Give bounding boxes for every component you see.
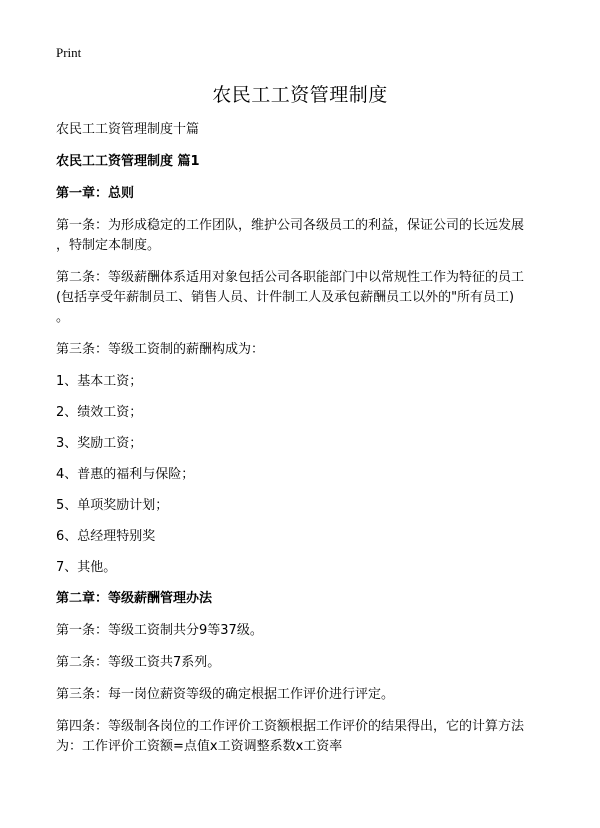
- chapter2-article3: 第三条：每一岗位薪资等级的确定根据工作评价进行评定。: [56, 687, 395, 702]
- list-item: 5、单项奖励计划；: [56, 498, 169, 513]
- list-item: 3、奖励工资；: [56, 436, 143, 451]
- chapter1-article3: 第三条：等级工资制的薪酬构成为：: [56, 342, 265, 357]
- chapter2-heading: 第二章：等级薪酬管理办法: [56, 591, 213, 606]
- list-item: 7、其他。: [56, 560, 117, 575]
- list-item: 1、基本工资；: [56, 374, 143, 389]
- list-item: 6、总经理特别奖: [56, 529, 156, 544]
- document-title: 农民工工资管理制度: [212, 84, 388, 106]
- section-title: 农民工工资管理制度 篇1: [56, 154, 200, 169]
- list-item: 4、普惠的福利与保险；: [56, 467, 195, 482]
- document-body: [56, 120, 556, 769]
- chapter2-article4: 第四条：等级制各岗位的工作评价工资额根据工作评价的结果得出，它的计算方法 为：工作评价工资额=点值x工资调整系数x工资率: [56, 719, 525, 754]
- print-label: Print: [56, 45, 82, 60]
- document-subtitle: 农民工工资管理制度十篇: [56, 122, 200, 137]
- chapter1-article1: 第一条：为形成稳定的工作团队，维护公司各级员工的利益，保证公司的长远发展 ，特制定本制度。: [56, 218, 525, 253]
- chapter2-article2: 第二条：等级工资共7系列。: [56, 655, 221, 670]
- chapter1-heading: 第一章：总则: [56, 186, 135, 201]
- list-item: 2、绩效工资；: [56, 405, 143, 420]
- chapter1-article2: 第二条：等级薪酬体系适用对象包括公司各职能部门中以常规性工作为特征的员工 (包括享受年薪制员工、销售人员、计件制工人及承包薪酬员工以外的"所有员工) 。: [56, 270, 525, 325]
- chapter2-article1: 第一条：等级工资制共分9等37级。: [56, 623, 263, 638]
